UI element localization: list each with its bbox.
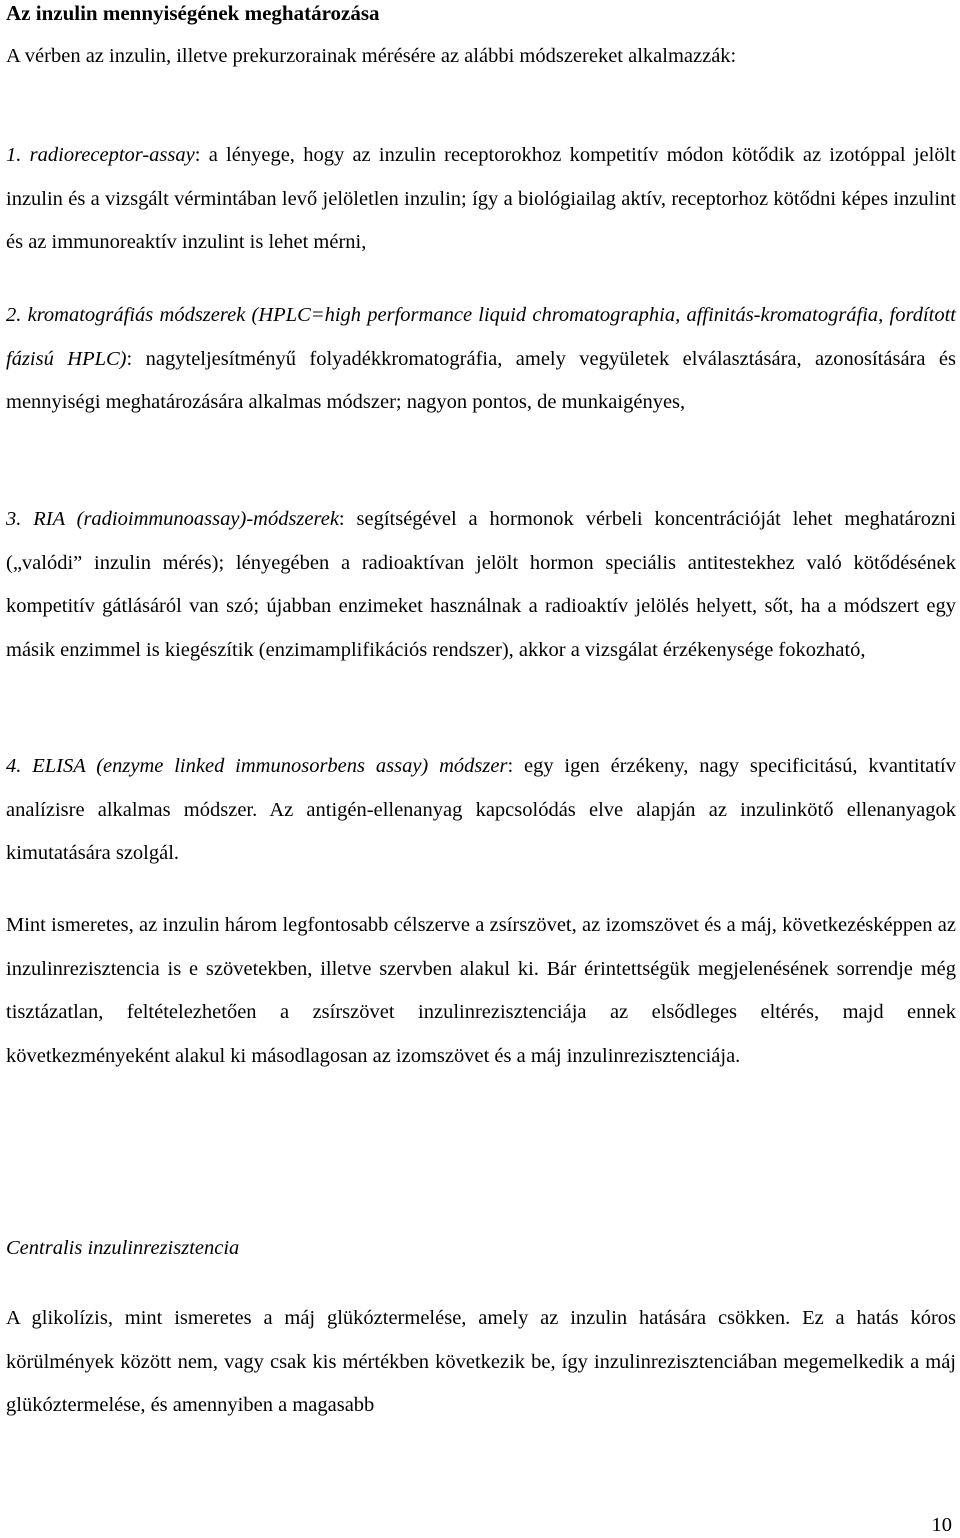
method-description: : egy igen érzékeny, nagy specificitású, kvantitatív analízisre alkalmas módszer. Az antigén-ellenanyag kapcsolódás elve alapján az inzulinkötő ellenanyagok kimutatására szolgál. [6,755,957,865]
method-item-1 [6,134,956,265]
page-number: 10 [931,1514,952,1536]
intro-paragraph: A vérben az inzulin, illetve prekurzorainak mérésére az alábbi módszereket alkalmazzák: [6,45,737,67]
method-item-2 [6,294,956,425]
method-item-3 [6,498,956,672]
method-term: 4. ELISA (enzyme linked immunosorbens assay) módszer [6,755,508,777]
method-item-4 [6,745,956,876]
last-paragraph: A glikolízis, mint ismeretes a máj glükóztermelése, amely az inzulin hatására csökken. Ez a hatás kóros körülmények között nem, vagy csak kis mértékben következik be, így inzulinrezisztenciában megemelkedik a máj glükóztermelése, és amennyiben a magasabb [6,1307,956,1417]
method-term: 1. radioreceptor-assay [6,144,195,166]
method-description: : nagyteljesítményű folyadékkromatográfia, amely vegyületek elválasztására, azonosítására és mennyiségi meghatározására alkalmas módszer; nagyon pontos, de munkaigényes, [6,347,956,414]
body-paragraph: Mint ismeretes, az inzulin három legfontosabb célszerve a zsírszövet, az izomszövet és a máj, következésképpen az inzulinrezisztencia is e szövetekben, illetve szervben alakul ki. Bár érintettségük megjelenésének sorrendje még tisztázatlan, feltételezhetően a zsírszövet inzulinrezisztenciája az elsődleges eltérés, majd ennek következményeként alakul ki másodlagosan az izomszövet és a máj inzulinrezisztenciája. [6,914,956,1067]
section-heading: Az inzulin mennyiségének meghatározása [6,1,380,25]
method-term: 3. RIA (radioimmunoassay)-módszerek [6,508,339,530]
method-description: : segítségével a hormonok vérbeli koncentrációját lehet meghatározni („valódi” inzulin mérés); lényegében a radioaktívan jelölt hormon speciális antitestekhez való kötődésének kompetitív gátlásáról van szó; újabban enzimeket használnak a radioaktív jelölés helyett, sőt, ha a módszert egy másik enzimmel is kiegészítik (enzimamplifikációs rendszer), akkor a vizsgálat érzékenysége fokozható, [6,508,956,661]
method-description: : a lényege, hogy az inzulin receptorokhoz kompetitív módon kötődik az izotóppal jelölt inzulin és a vizsgált vérmintában levő jelöletlen inzulin; így a biológiailag aktív, receptorhoz kötődni képes inzulint és az immunoreaktív inzulint is lehet mérni, [6,144,956,254]
subsection-heading: Centralis inzulinrezisztencia [6,1237,240,1259]
method-term: 2. kromatográfiás módszerek (HPLC=high performance liquid chromatographia, affinitás-kromatográfia, fordított fázisú HPLC) [6,304,956,370]
